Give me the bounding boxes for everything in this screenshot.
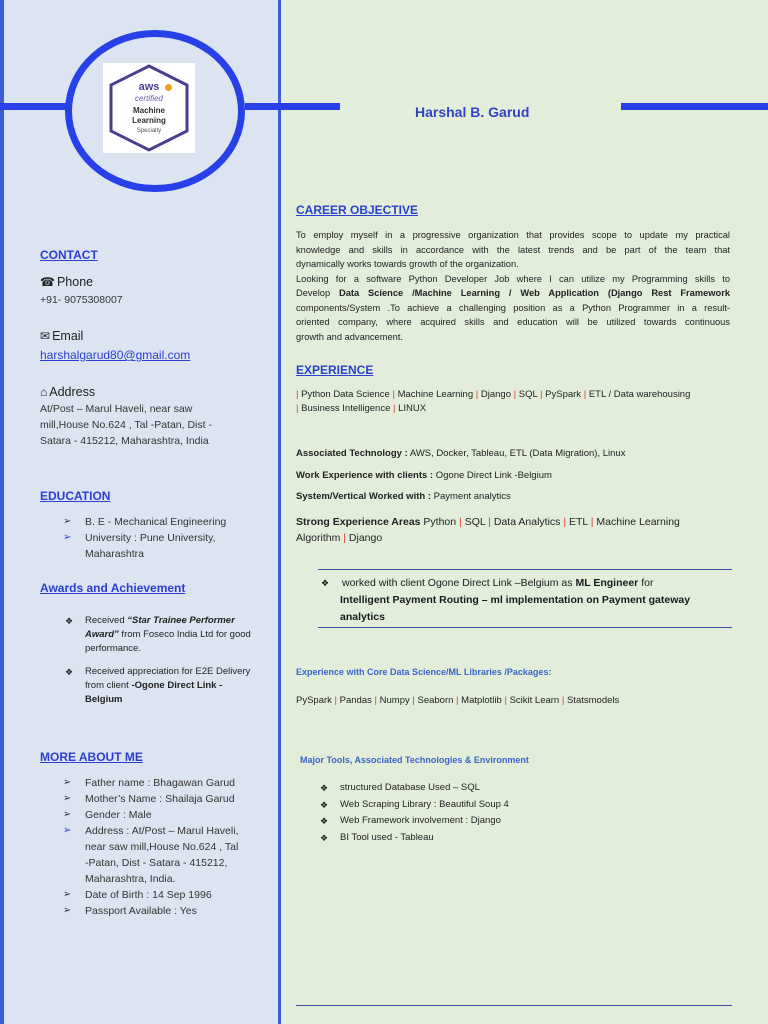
education-university: ➢ University : Pune University, xyxy=(63,530,263,546)
passport: ➢ Passport Available : Yes xyxy=(63,903,273,919)
separator: | xyxy=(390,403,399,414)
career-objective-text: To employ myself in a progressive organization that provides scope to update my practical knowledge and skills in accordance with the latest trends and be part of the team that dynamically works towards growth of the organization. Looking for a software Python Developer Job where I can utilize my Programming skills to Develop Data Science /Machine Learning / Web Application (Django Rest Framework components/System .To achieve a challenging position as a Python Programmer in a result- oriented company, where acquired skills and education will be utilized towards continuous growth and advancement. xyxy=(296,230,730,342)
awards-heading: Awards and Achievement xyxy=(40,581,186,595)
phone-label-row xyxy=(40,275,93,289)
telephone-icon: ☎ xyxy=(40,275,55,289)
skill-item: Django xyxy=(480,389,511,400)
skill-item: Scikit Learn xyxy=(509,695,560,706)
separator: | xyxy=(371,695,380,706)
mother-name: ➢ Mother’s Name : Shailaja Garud xyxy=(63,791,273,807)
separator: | xyxy=(340,532,349,544)
work-experience-clients: Work Experience with clients : Ogone Direct Link -Belgium xyxy=(296,470,552,481)
father-name: ➢ Father name : Bhagawan Garud xyxy=(63,775,273,791)
separator: | xyxy=(537,389,546,400)
separator: | xyxy=(453,695,462,706)
tool-bi: ❖ BI Tool used - Tableau xyxy=(318,830,718,847)
more-about-me-heading: MORE ABOUT ME xyxy=(40,750,143,764)
address-line-1: At/Post – Marul Haveli, near saw xyxy=(40,403,193,415)
date-of-birth: ➢ Date of Birth : 14 Sep 1996 xyxy=(63,887,273,903)
aws-certification-badge xyxy=(103,63,195,153)
education-list xyxy=(63,514,263,562)
skill-item: Machine Learning xyxy=(596,516,680,528)
skill-item: Seaborn xyxy=(417,695,454,706)
tool-scraping: ❖ Web Scraping Library : Beautiful Soup 4 xyxy=(318,797,718,814)
email-label-row xyxy=(40,329,83,343)
libraries-heading: Experience with Core Data Science/ML Libraries /Packages: xyxy=(296,667,552,677)
skill-item: ETL xyxy=(568,516,588,528)
skill-item: Pandas xyxy=(339,695,372,706)
personal-details-list xyxy=(63,775,273,919)
gender: ➢ Gender : Male xyxy=(63,807,273,823)
separator: | xyxy=(559,695,567,706)
education-heading: EDUCATION xyxy=(40,489,111,503)
badge-certified: certified xyxy=(134,94,163,103)
footer-divider xyxy=(296,1005,732,1006)
skill-item: Matplotlib xyxy=(461,695,502,706)
education-state: Maharashtra xyxy=(85,548,144,560)
badge-line2: Learning xyxy=(132,116,166,125)
separator: | xyxy=(473,389,481,400)
email-link[interactable]: harshalgarud80@gmail.com xyxy=(40,348,191,362)
libraries-list xyxy=(296,695,619,706)
skill-item: Data Analytics xyxy=(493,516,561,528)
envelope-icon: ✉ xyxy=(40,329,51,343)
address-label-row xyxy=(40,385,95,399)
divider-bottom xyxy=(318,627,732,628)
skill-item: Business Intelligence xyxy=(301,403,391,414)
separator: | xyxy=(456,516,465,528)
awards-list xyxy=(63,614,253,716)
contact-heading: CONTACT xyxy=(40,248,98,262)
skill-item: Django xyxy=(348,532,383,544)
skill-item: Python xyxy=(423,516,457,528)
address-line-2: mill,House No.624 , Tal -Patan, Dist - xyxy=(40,419,212,431)
personal-address-4: Maharashtra, India. xyxy=(85,873,176,885)
personal-address-2: near saw mill,House No.624 , Tal xyxy=(85,841,239,853)
badge-brand: aws xyxy=(138,81,160,93)
skill-item: ETL / Data warehousing xyxy=(588,389,691,400)
client-role-block: worked with client Ogone Direct Link –Belgium as ML Engineer for Intelligent Payment Routing – ml implementation on Payment gateway analytics xyxy=(340,577,691,623)
skill-item: Python Data Science xyxy=(301,389,390,400)
separator: | xyxy=(587,516,597,528)
skill-item: Numpy xyxy=(379,695,410,706)
phone-number[interactable]: +91- 9075308007 xyxy=(40,294,123,306)
strong-experience-areas: Strong Experience Areas Python | SQL | Data Analytics | ETL | Machine Learning Algorithm | Django xyxy=(296,516,680,544)
award-2: ❖ Received appreciation for E2E Delivery from client -Ogone Direct Link -Belgium xyxy=(63,665,253,707)
separator: | xyxy=(331,695,340,706)
system-vertical: System/Vertical Worked with : Payment analytics xyxy=(296,491,511,502)
badge-line1: Machine xyxy=(132,106,165,115)
separator: | xyxy=(296,389,302,400)
address-line-3: Satara - 415212, Maharashtra, India xyxy=(40,435,209,447)
personal-address: ➢ Address : At/Post – Marul Haveli, xyxy=(63,823,273,839)
header-bar-left xyxy=(0,103,70,110)
house-icon: ⌂ xyxy=(40,385,48,399)
experience-heading: EXPERIENCE xyxy=(296,363,374,377)
tools-heading: Major Tools, Associated Technologies & Environment xyxy=(300,755,529,765)
skill-item: SQL xyxy=(518,389,538,400)
separator: | xyxy=(581,389,589,400)
separator: | xyxy=(389,389,398,400)
phone-label: Phone xyxy=(56,275,94,289)
address-label: Address xyxy=(49,385,96,399)
skill-item: PySpark xyxy=(545,389,582,400)
main-column xyxy=(281,0,768,1024)
skills-line-1 xyxy=(296,389,690,400)
tool-database: ❖ structured Database Used – SQL xyxy=(318,780,718,797)
diamond-bullet-icon: ❖ xyxy=(321,578,330,588)
separator: | xyxy=(409,695,418,706)
candidate-name: Harshal B. Garud xyxy=(415,104,530,120)
header-bar-right xyxy=(621,103,768,110)
skill-item: PySpark xyxy=(296,695,332,706)
education-degree: ➢ B. E - Mechanical Engineering xyxy=(63,514,263,530)
skill-item: Statsmodels xyxy=(566,695,620,706)
badge-specialty: Specialty xyxy=(136,128,162,134)
tools-list xyxy=(318,780,718,846)
separator: | xyxy=(296,403,302,414)
associated-technology: Associated Technology : AWS, Docker, Tableau, ETL (Data Migration), Linux xyxy=(296,448,626,459)
skill-item: LINUX xyxy=(398,403,427,414)
check-icon xyxy=(165,84,172,91)
divider-top xyxy=(318,569,732,570)
skill-item: Machine Learning xyxy=(397,389,474,400)
separator: | xyxy=(510,389,519,400)
tool-framework: ❖ Web Framework involvement : Django xyxy=(318,813,718,830)
email-label: Email xyxy=(52,329,84,343)
award-1: ❖ Received “Star Trainee Performer Award” from Foseco India Ltd for good performance. xyxy=(63,614,253,656)
skill-item: Algorithm xyxy=(296,532,341,544)
skill-item: SQL xyxy=(464,516,486,528)
header-bar-middle xyxy=(245,103,340,110)
personal-address-3: -Patan, Dist - Satara - 415212, xyxy=(85,857,228,869)
skills-line-2 xyxy=(296,403,426,414)
separator: | xyxy=(485,516,494,528)
career-objective-heading: CAREER OBJECTIVE xyxy=(296,203,419,217)
separator: | xyxy=(501,695,510,706)
separator: | xyxy=(560,516,569,528)
